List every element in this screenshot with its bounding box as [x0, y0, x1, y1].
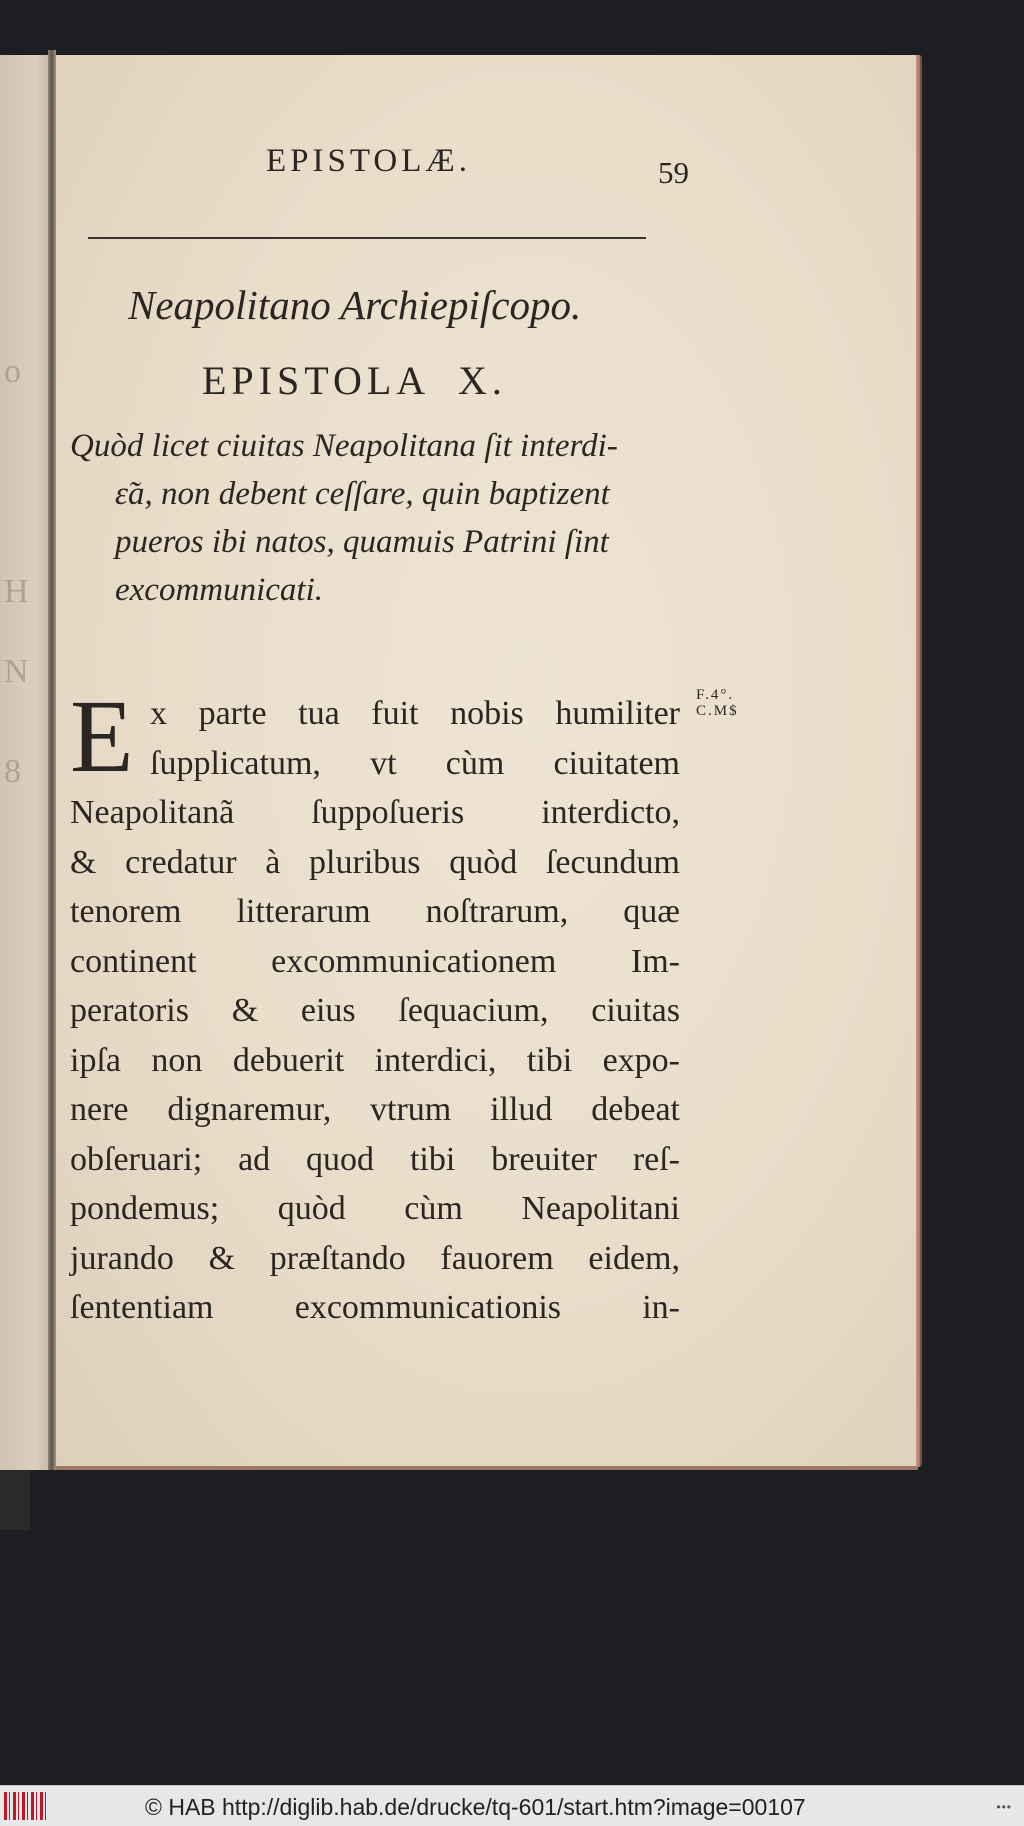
letter-heading: EPISTOLA X.: [202, 358, 507, 403]
copyright-link[interactable]: © HAB http://diglib.hab.de/drucke/tq-601/start.htm?image=00107: [145, 1794, 806, 1820]
summary-line: excommunicati.: [115, 572, 324, 608]
body-line: ipſa non debuerit interdici, tibi expo-: [70, 1041, 680, 1079]
page-edge: [916, 55, 920, 1467]
summary-line: Quòd licet ciuitas Neapolitana ſit interdi-: [70, 428, 618, 464]
shadow: [0, 1470, 30, 1530]
letter-summary: [70, 422, 670, 614]
body-line: x parte tua fuit nobis humiliter: [150, 695, 680, 732]
library-logo-icon: [4, 1792, 48, 1820]
letter-addressee: Neapolitano Archiepiſcopo.: [128, 282, 582, 328]
body-line: ſententiam excommunicationis in-: [70, 1289, 680, 1326]
page-number: 59: [658, 155, 689, 190]
body-line: continent excommunicationem Im-: [70, 942, 680, 980]
body-line: nere dignaremur, vtrum illud debeat: [70, 1091, 680, 1128]
body-line: peratoris & eius ſequacium, ciuitas: [70, 992, 680, 1029]
letter-body: [70, 689, 680, 1333]
bleed-through-mark: 8: [4, 753, 21, 790]
body-line: ſupplicatum, vt cùm ciuitatem: [150, 744, 680, 782]
running-head: EPISTOLÆ.: [266, 143, 471, 179]
page-gutter: [48, 50, 56, 1470]
summary-line: pueros ibi natos, quamuis Patrini ſint: [115, 524, 609, 560]
summary-line: ɛ̃a, non debent ceſſare, quin baptizent: [115, 476, 610, 512]
bleed-through-mark: N: [4, 653, 29, 690]
body-line: tenorem litterarum noſtrarum, quæ: [70, 893, 680, 930]
body-line: jurando & præſtando fauorem eidem,: [70, 1239, 680, 1277]
drop-cap: E: [70, 679, 134, 794]
header-rule: [88, 237, 646, 239]
bleed-through-mark: o: [4, 353, 21, 390]
marginal-note: [696, 687, 739, 719]
viewer-footer: [0, 1785, 1024, 1826]
marginal-note-line: C.M$: [696, 703, 739, 719]
more-icon[interactable]: •••: [996, 1800, 1012, 1814]
body-line: & credatur à pluribus quòd ſecundum: [70, 843, 680, 881]
body-line: pondemus; quòd cùm Neapolitani: [70, 1190, 680, 1227]
body-line: obſeruari; ad quod tibi breuiter reſ-: [70, 1140, 680, 1178]
bleed-through-mark: H: [4, 573, 29, 610]
book-page: [56, 55, 918, 1467]
page-bottom-edge: [56, 1466, 918, 1470]
marginal-note-line: F.4°.: [696, 687, 735, 703]
body-line: Neapolitanã ſuppoſueris interdicto,: [70, 794, 680, 831]
